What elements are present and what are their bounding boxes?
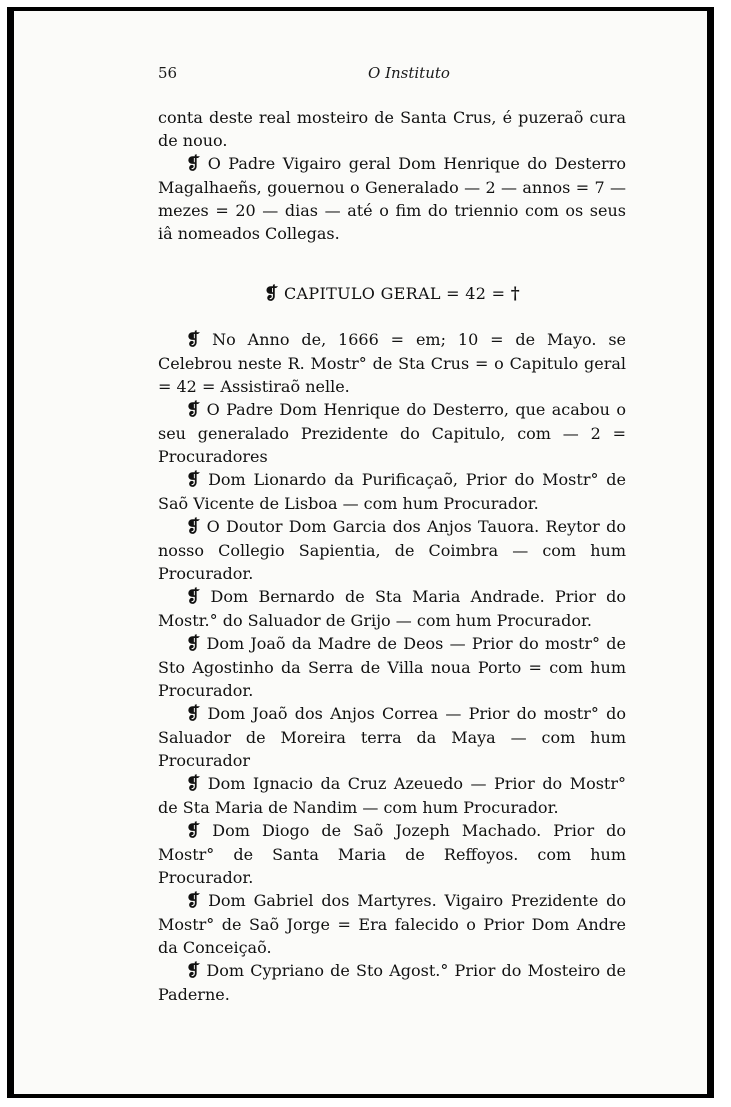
list-item	[158, 515, 626, 585]
chapter-mark-right-icon: †	[510, 284, 520, 304]
entry-text: No Anno de, 1666 = em; 10 = de Mayo. se Celebrou neste R. Mostr° de Sta Crus = o Capitulo geral = 42 = Assistiraõ nelle.	[158, 330, 627, 396]
paragraph-text: conta deste real mosteiro de Santa Crus, é puzeraõ cura de nouo.	[158, 108, 626, 150]
paragraph-mark-icon: ❡	[186, 704, 201, 724]
entry-text: Dom Gabriel dos Martyres. Vigairo Prezidente do Mostr° de Saõ Jorge = Era falecido o Prior Dom Andre da Conceiçaõ.	[158, 891, 626, 957]
paragraph-mark-icon: ❡	[186, 400, 201, 420]
list-item	[158, 585, 626, 632]
paragraph-mark-icon: ❡	[186, 961, 201, 981]
list-item	[158, 398, 626, 468]
entry-text: Dom Joaõ dos Anjos Correa — Prior do mostr° do Saluador de Moreira terra da Maya — com hum Procurador	[158, 704, 626, 770]
intro-paragraph	[158, 106, 626, 152]
intro-paragraph	[158, 152, 626, 245]
paragraph-text: O Padre Vigairo geral Dom Henrique do Desterro Magalhaeñs, gouernou o Generalado — 2 — annos = 7 — mezes = 20 — dias — até o fim do triennio com os seus iâ nomeados Collegas.	[158, 154, 626, 243]
list-item	[158, 702, 626, 772]
chapter-title: CAPITULO GERAL = 42 =	[284, 284, 506, 303]
entry-text: O Doutor Dom Garcia dos Anjos Tauora. Reytor do nosso Collegio Sapientia, de Coimbra — com hum Procurador.	[158, 517, 626, 583]
list-item	[158, 468, 626, 515]
paragraph-mark-icon: ❡	[186, 634, 201, 654]
entries-list	[158, 328, 626, 1006]
entry-text: Dom Bernardo de Sta Maria Andrade. Prior do Mostr.° do Saluador de Grijo — com hum Procurador.	[158, 587, 626, 630]
list-item	[158, 889, 626, 959]
entry-text: Dom Joaõ da Madre de Deos — Prior do mostr° de Sto Agostinho da Serra de Villa noua Porto = com hum Procurador.	[158, 634, 626, 700]
list-item	[158, 632, 626, 702]
paragraph-mark-icon: ❡	[186, 330, 201, 350]
entry-text: O Padre Dom Henrique do Desterro, que acabou o seu generalado Prezidente do Capitulo, com — 2 = Procuradores	[158, 400, 626, 466]
list-item	[158, 819, 626, 889]
entry-text: Dom Lionardo da Purificaçaõ, Prior do Mostr° de Saõ Vicente de Lisboa — com hum Procurador.	[158, 470, 627, 513]
paragraph-mark-icon: ❡	[186, 517, 201, 537]
chapter-heading	[158, 282, 626, 306]
page-number: 56	[158, 64, 178, 82]
entry-text: Dom Diogo de Saõ Jozeph Machado. Prior do Mostr° de Santa Maria de Reffoyos. com hum Procurador.	[158, 821, 626, 887]
list-item	[158, 959, 626, 1006]
page-body	[158, 106, 626, 1006]
list-item	[158, 328, 626, 398]
entry-text: Dom Ignacio da Cruz Azeuedo — Prior do Mostr° de Sta Maria de Nandim — com hum Procurador.	[158, 774, 626, 817]
list-item	[158, 772, 626, 819]
paragraph-mark-icon: ❡	[186, 891, 201, 911]
running-title: O Instituto	[368, 64, 450, 82]
page-header	[158, 64, 626, 86]
entry-text: Dom Cypriano de Sto Agost.° Prior do Mosteiro de Paderne.	[158, 961, 626, 1004]
chapter-mark-left-icon: ❡	[264, 284, 279, 304]
paragraph-mark-icon: ❡	[186, 587, 201, 607]
paragraph-mark-icon: ❡	[186, 821, 201, 841]
paragraph-mark-icon: ❡	[186, 470, 201, 490]
paragraph-mark-icon: ❡	[186, 154, 201, 174]
paragraph-mark-icon: ❡	[186, 774, 201, 794]
